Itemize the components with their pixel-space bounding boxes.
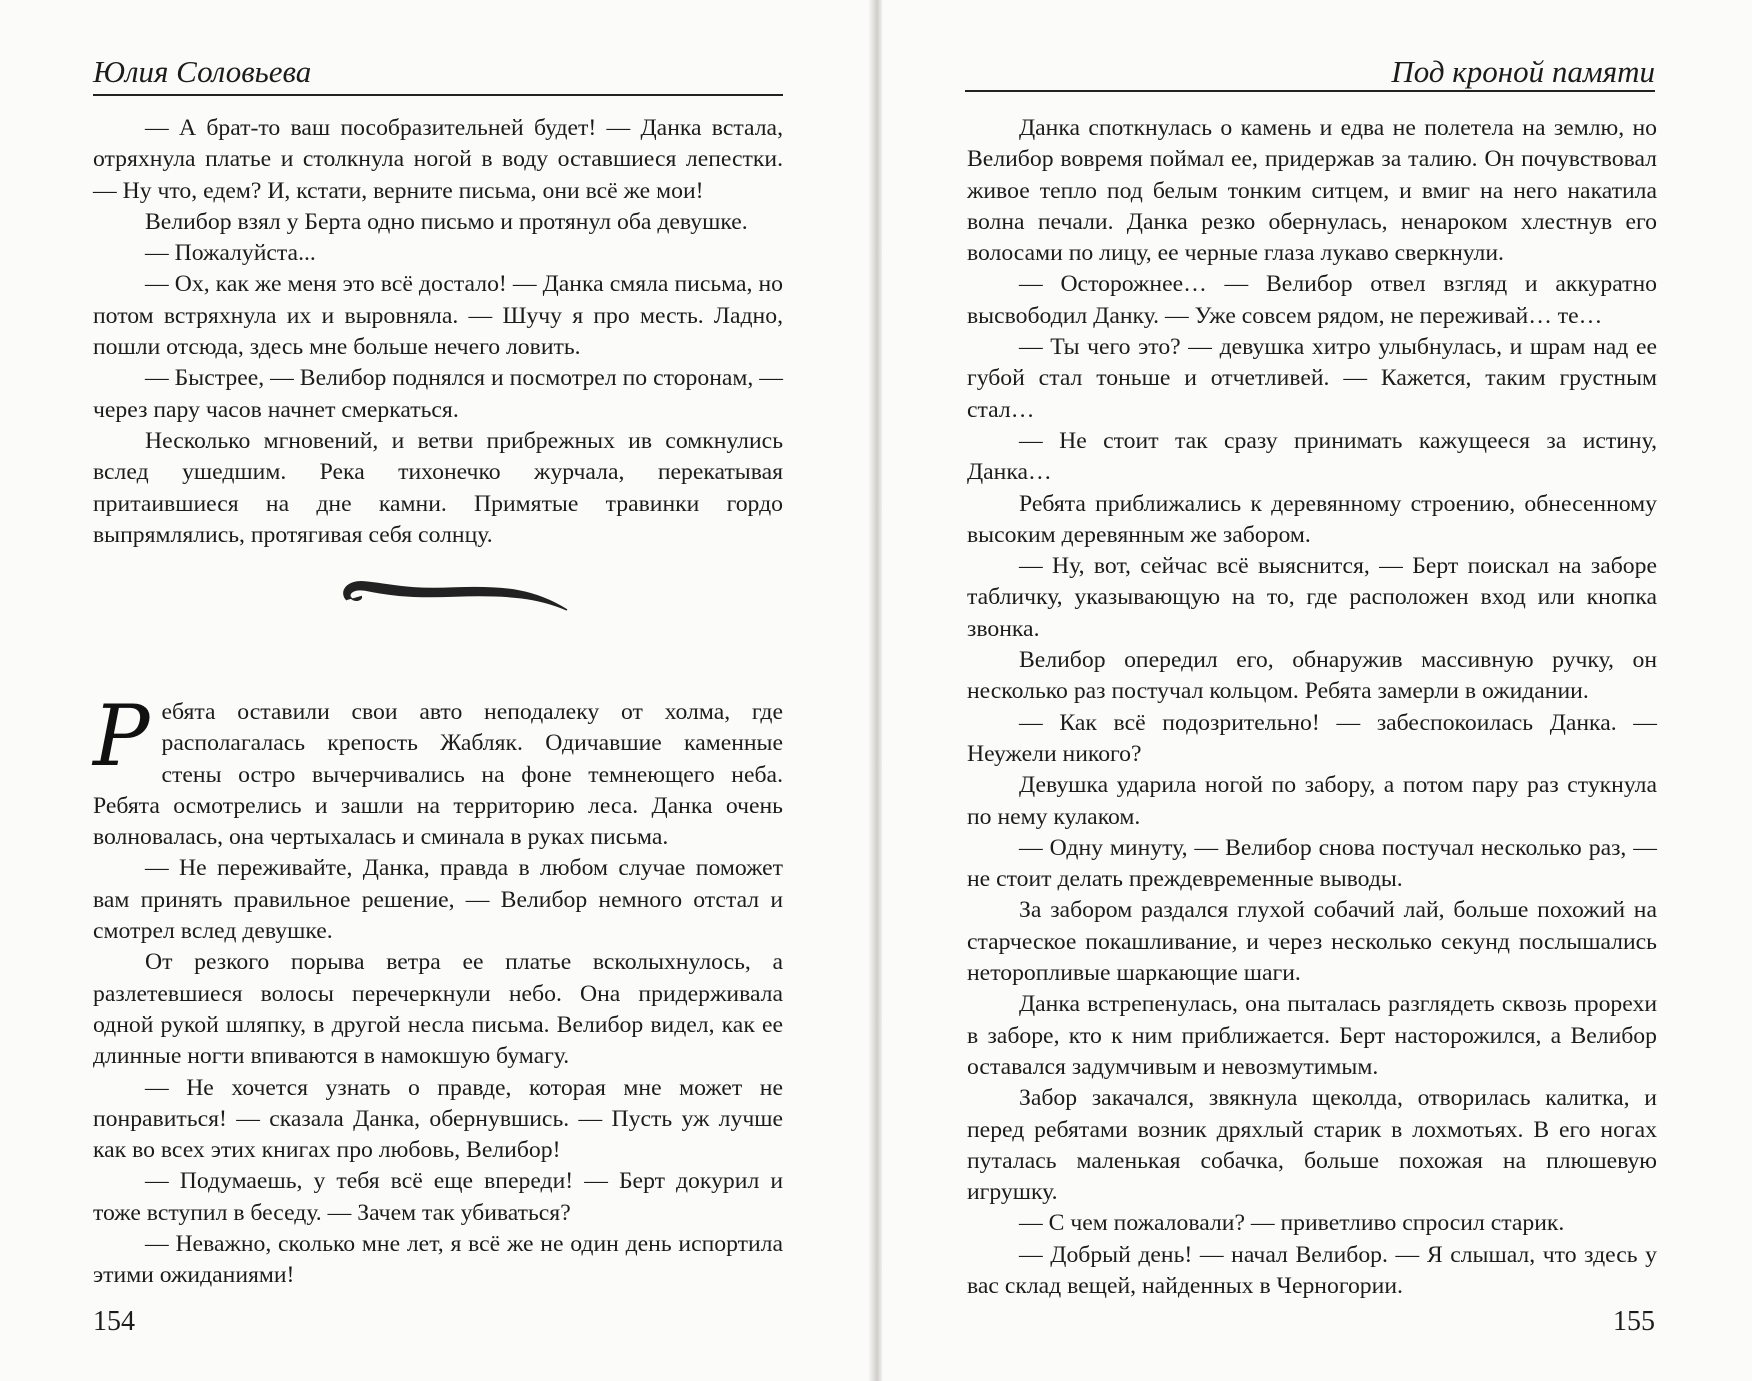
chapter-opening-paragraph [93, 687, 783, 853]
right-page [882, 0, 1752, 1381]
paragraph: Девушка ударила ногой по забору, а потом пару раз стукнула по нему кулаком. [967, 772, 1657, 830]
paragraph: — Как всё подозрительно! — забеспокоилась Данка. — Неужели никого? [967, 709, 1657, 767]
paragraph: — Не хочется узнать о правде, которая мне может не понравиться! — сказала Данка, обернувшись. — Пусть уж лучше как во всех этих книгах про любовь, Велибор! [93, 1074, 783, 1164]
paragraph: Данка встрепенулась, она пыталась разглядеть сквозь прорехи в заборе, кто к ним приближается. Берт насторожился, а Велибор оставался задумчивым и невозмутимым. [967, 991, 1657, 1080]
paragraph: Велибор взял у Берта одно письмо и протянул оба девушке. [145, 208, 748, 235]
left-page [0, 0, 870, 1381]
page-number: 155 [1613, 1306, 1655, 1337]
paragraph: — Ох, как же меня это всё достало! — Данка смяла письма, но потом встряхнула их и выровняла. — Шучу я про месть. Ладно, пошли отсюда, здесь мне больше нечего ловить. [93, 271, 783, 361]
running-head-title: Под кроной памяти [1391, 54, 1655, 89]
paragraph: — Одну минуту, — Велибор снова постучал несколько раз, — не стоит делать преждевременные выводы. [967, 834, 1657, 893]
text-block [967, 113, 1657, 1302]
paragraph: — А брат-то ваш пособразительней будет! — Данка встала, отряхнула платье и столкнула ногой в воду оставшиеся лепестки. — Ну что, едем? И, кстати, верните письма, они всё же мои! [93, 115, 783, 204]
opening-text: ебята оставили свои авто неподалеку от холма, где располагалась крепость Жабляк. Одичавшие каменные стены остро вычерчивались на фоне темнеющего неба. Ребята осмотрелись и зашли на территорию леса. Данка очень волновалась, она чертыхалась и сминала в руках письма. [93, 699, 783, 851]
drop-cap: Р [93, 687, 150, 785]
section-divider-ornament [335, 570, 575, 620]
paragraph: — Ну, вот, сейчас всё выяснится, — Берт поискал на заборе табличку, указывающую на то, где расположен вход или кнопка звонка. [967, 553, 1657, 642]
paragraph: За забором раздался глухой собачий лай, больше похожий на старческое покашливание, и через несколько секунд послышались неторопливые шаркающие шаги. [967, 897, 1657, 987]
paragraph: — Не стоит так сразу принимать кажущееся за истину, Данка… [967, 427, 1657, 486]
paragraph: — Пожалуйста... [145, 240, 316, 267]
text-block-top [93, 113, 783, 551]
paragraph: — Не переживайте, Данка, правда в любом случае поможет вам принять правильное решение, — Велибор немного отстал и смотрел вслед девушке. [93, 855, 783, 945]
paragraph: — Осторожнее… — Велибор отвел взгляд и аккуратно высвободил Данку. — Уже совсем рядом, не переживай… те… [967, 271, 1657, 329]
paragraph: — Неважно, сколько мне лет, я всё же не один день испортила этими ожиданиями! [93, 1231, 783, 1289]
paragraph: От резкого порыва ветра ее платье всколыхнулось, а разлетевшиеся волосы перечеркнули небо. Она придерживала одной рукой шляпку, в другой несла письма. Велибор видел, как ее длинные ногти впиваются в намокшую бумагу. [93, 949, 783, 1070]
paragraph: — С чем пожаловали? — приветливо спросил старик. [1019, 1210, 1565, 1237]
running-head-author: Юлия Соловьева [93, 54, 312, 89]
paragraph: — Добрый день! — начал Велибор. — Я слышал, что здесь у вас склад вещей, найденных в Черногории. [967, 1241, 1657, 1299]
header-rule [965, 90, 1655, 92]
paragraph: Забор закачался, звякнула щеколда, отворилась калитка, и перед ребятами возник дряхлый старик в лохмотьях. В его ногах путалась маленькая собачка, больше похожая на плюшевую игрушку. [967, 1085, 1657, 1206]
paragraph: — Быстрее, — Велибор поднялся и посмотрел по сторонам, — через пару часов начнет смеркаться. [93, 365, 783, 423]
header-rule [93, 94, 783, 96]
paragraph: — Ты чего это? — девушка хитро улыбнулась, и шрам над ее губой стал тоньше и отчетливей. — Кажется, таким грустным стал… [967, 334, 1657, 423]
page-number: 154 [93, 1306, 135, 1337]
paragraph: Несколько мгновений, и ветви прибрежных ив сомкнулись вслед ушедшим. Река тихонечко журчала, перекатывая притаившиеся на дне камни. Примятые травинки гордо выпрямлялись, протягивая себя солнцу. [93, 427, 783, 548]
text-block-bottom [93, 687, 783, 1292]
paragraph: — Подумаешь, у тебя всё еще впереди! — Берт докурил и тоже вступил в беседу. — Зачем так убиваться? [93, 1168, 783, 1226]
paragraph: Ребята приближались к деревянному строению, обнесенному высоким деревянным же забором. [967, 490, 1657, 548]
paragraph: Велибор опередил его, обнаружив массивную ручку, он несколько раз постучал кольцом. Ребята замерли в ожидании. [967, 647, 1657, 705]
paragraph: Данка споткнулась о камень и едва не полетела на землю, но Велибор вовремя поймал ее, придержав за талию. Он почувствовал живое тепло под белым тонким ситцем, и вмиг на него накатила волна печали. Данка резко обернулась, ненароком хлестнув его волосами по лицу, ее черные глаза лукаво сверкнули. [967, 115, 1657, 267]
